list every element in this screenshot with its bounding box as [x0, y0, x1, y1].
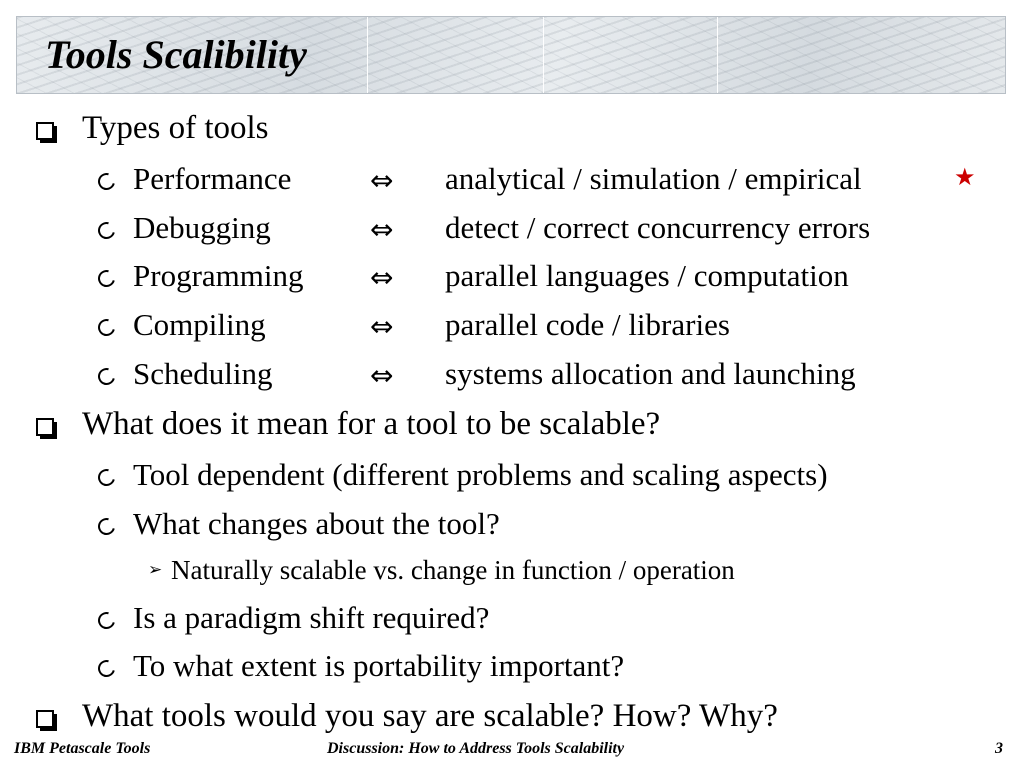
equivalence-icon: ⇔ [370, 164, 394, 197]
sub-bullet-text: Is a paradigm shift required? [133, 600, 490, 635]
bullet-text: Types of tools [82, 110, 269, 146]
sub-bullet-text: Tool dependent (different problems and scaling aspects) [133, 457, 828, 492]
sub-bullet-text: What changes about the tool? [133, 506, 500, 541]
footer-left: IBM Petascale Tools [14, 740, 151, 757]
bullet-text: What tools would you say are scalable? How? Why? [82, 698, 778, 734]
tool-description: parallel languages / computation [445, 258, 849, 293]
tool-term: Compiling [133, 307, 266, 342]
tool-term: Scheduling [133, 356, 273, 391]
box-bullet-icon [36, 418, 54, 436]
arrow-bullet-icon: ➢ [148, 560, 163, 580]
box-bullet-icon [36, 122, 54, 140]
circle-bullet-icon [95, 170, 118, 193]
equivalence-icon: ⇔ [370, 261, 394, 294]
box-bullet-icon [36, 710, 54, 728]
circle-bullet-icon [95, 609, 118, 632]
page-number: 3 [995, 740, 1003, 757]
tool-description: systems allocation and launching [445, 356, 856, 391]
circle-bullet-icon [95, 515, 118, 538]
slide-title: Tools Scalibility [45, 32, 307, 77]
equivalence-icon: ⇔ [370, 359, 394, 392]
sub-sub-bullet-text: Naturally scalable vs. change in function / operation [171, 555, 735, 585]
tool-description: detect / correct concurrency errors [445, 210, 871, 245]
tool-description: parallel code / libraries [445, 307, 730, 342]
circle-bullet-icon [95, 365, 118, 388]
tool-term: Debugging [133, 210, 271, 245]
equivalence-icon: ⇔ [370, 213, 394, 246]
bullet-text: What does it mean for a tool to be scalable? [82, 406, 661, 442]
circle-bullet-icon [95, 316, 118, 339]
tool-term: Programming [133, 258, 304, 293]
star-icon: ★ [954, 163, 976, 191]
equivalence-icon: ⇔ [370, 310, 394, 343]
circle-bullet-icon [95, 657, 118, 680]
circle-bullet-icon [95, 267, 118, 290]
circle-bullet-icon [95, 466, 118, 489]
footer-center: Discussion: How to Address Tools Scalability [327, 740, 625, 757]
circle-bullet-icon [95, 219, 118, 242]
tool-term: Performance [133, 161, 292, 196]
tool-description: analytical / simulation / empirical [445, 161, 862, 196]
sub-bullet-text: To what extent is portability important? [133, 648, 625, 683]
